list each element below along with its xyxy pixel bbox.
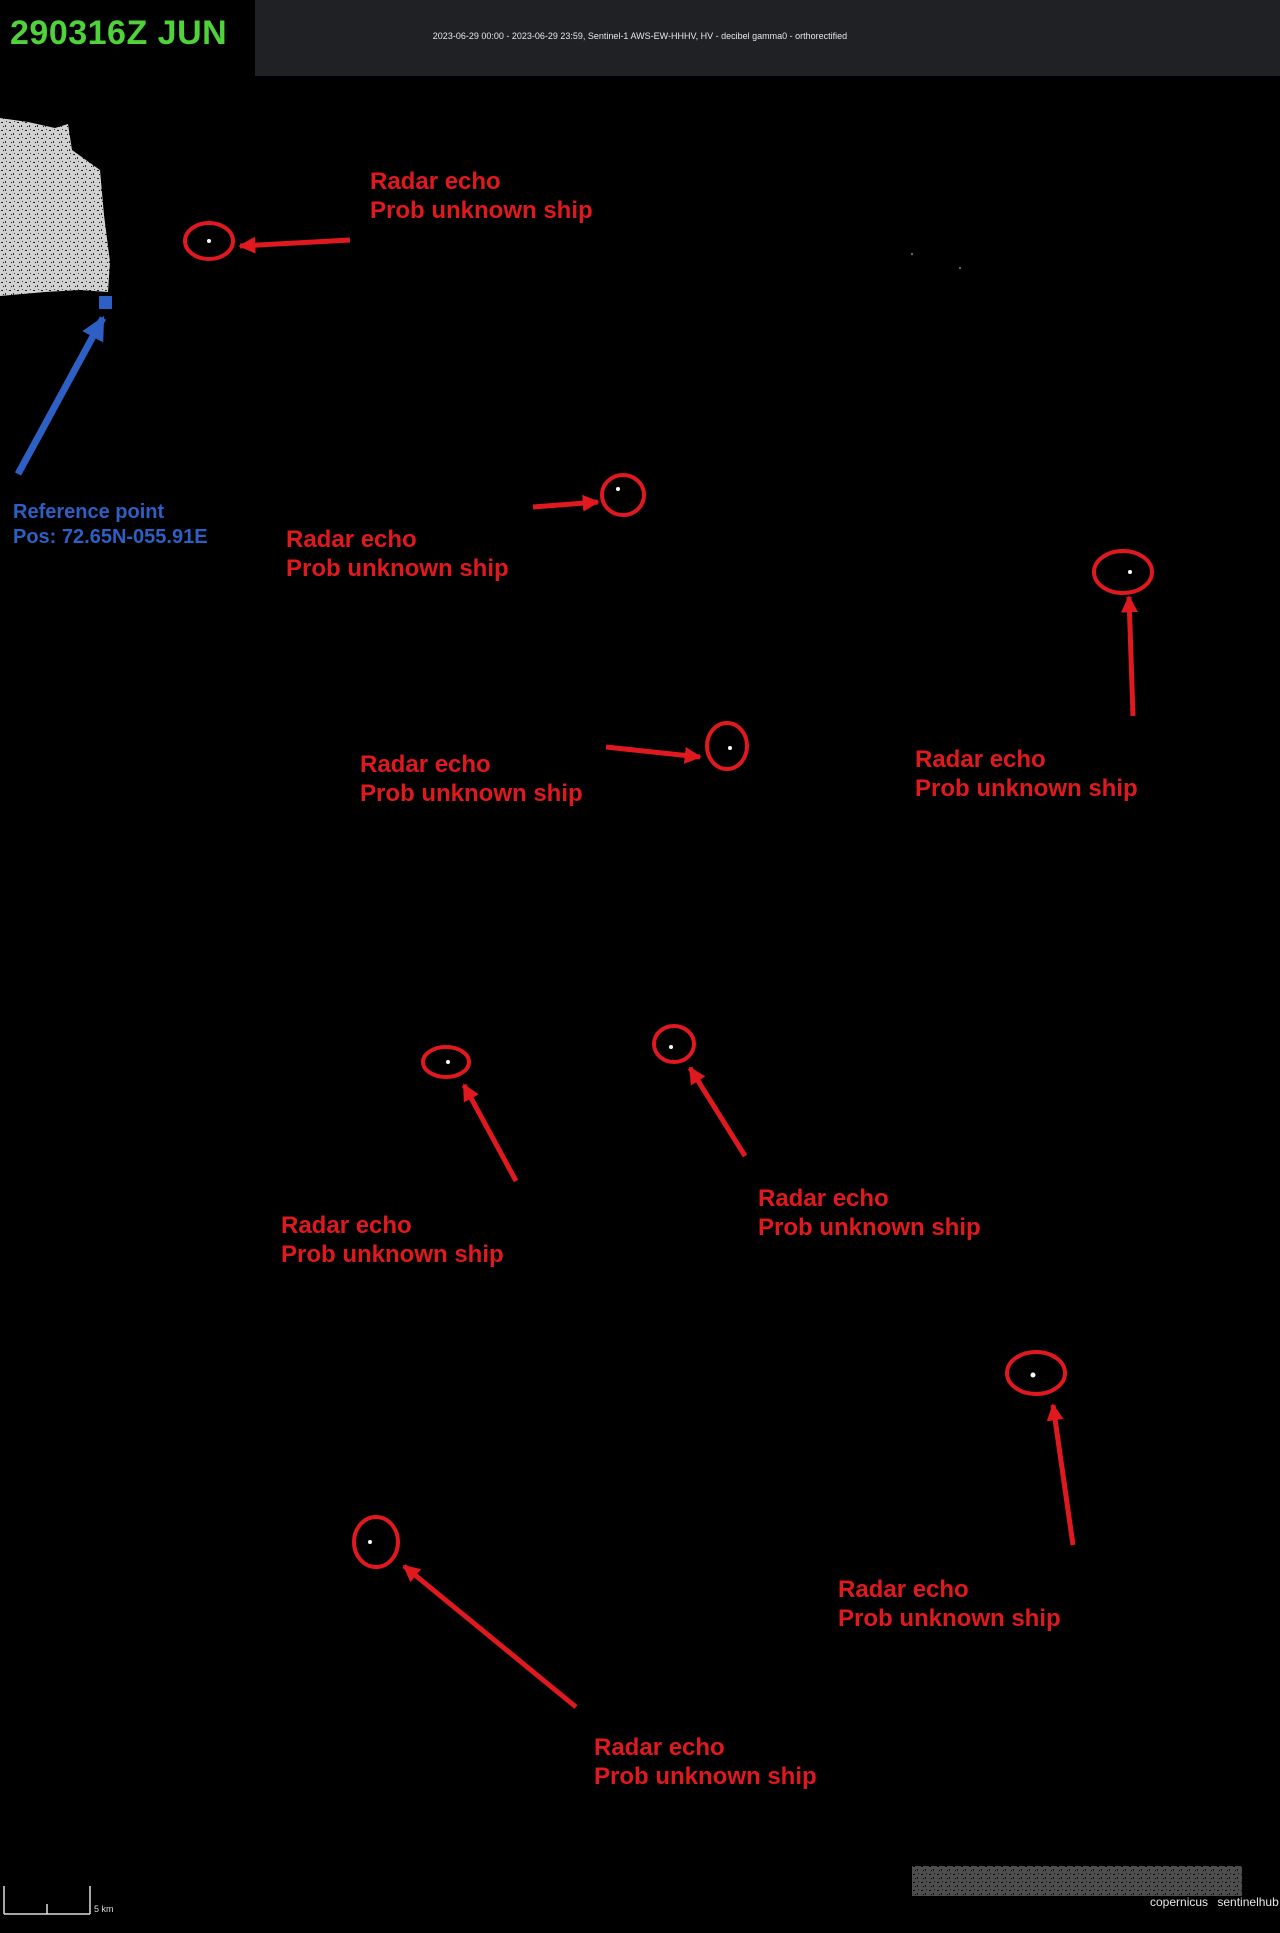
radar-blip [1128, 570, 1132, 574]
reference-arrow [18, 318, 103, 474]
reference-point-marker [99, 296, 112, 309]
contact-label [758, 1184, 981, 1242]
contact-assessment: Prob unknown ship [594, 1763, 817, 1790]
contact-assessment: Prob unknown ship [838, 1605, 1061, 1632]
contact-label [915, 745, 1138, 803]
reference-point-label [13, 500, 208, 550]
contact-label [281, 1211, 504, 1269]
acquisition-info: 2023-06-29 00:00 - 2023-06-29 23:59, Sentinel-1 AWS-EW-HHHV, HV - decibel gamma0 - orthorectified [432, 31, 848, 41]
contact-title: Radar echo [758, 1185, 889, 1212]
radar-blip [616, 487, 620, 491]
contact-arrow [606, 747, 700, 757]
contact-ring [707, 723, 747, 769]
contact-arrow [533, 502, 598, 507]
contact-arrow [1053, 1405, 1073, 1545]
contact-label [838, 1575, 1061, 1633]
contact-arrow [404, 1566, 576, 1707]
contact-label [286, 525, 509, 583]
radar-blip [669, 1045, 673, 1049]
contact-label [370, 167, 593, 225]
contact-ring [654, 1026, 694, 1062]
reference-position: Pos: 72.65N-055.91E [13, 526, 208, 548]
contact-title: Radar echo [360, 751, 491, 778]
edge-noise [912, 1866, 1242, 1896]
contact-ring [602, 475, 644, 515]
copernicus-logo: copernicus [1150, 1895, 1209, 1909]
contact-title: Radar echo [286, 526, 417, 553]
contact-ring [1007, 1352, 1065, 1394]
contact-title: Radar echo [594, 1734, 725, 1761]
contact-title: Radar echo [281, 1212, 412, 1239]
contact-label [360, 750, 583, 808]
contact-assessment: Prob unknown ship [360, 780, 583, 807]
contact-arrow [690, 1068, 745, 1156]
sentinelhub-logo: sentinelhub [1217, 1895, 1279, 1909]
radar-blip [728, 746, 732, 750]
contact-title: Radar echo [370, 168, 501, 195]
provider-logos [1150, 1895, 1279, 1909]
land-return [0, 118, 110, 296]
contact-arrow [1129, 597, 1133, 716]
contact-ring [354, 1517, 398, 1567]
radar-blip [368, 1540, 372, 1544]
contact-arrow [464, 1085, 516, 1181]
radar-blip [1031, 1373, 1036, 1378]
reference-title: Reference point [13, 501, 165, 523]
contact-assessment: Prob unknown ship [286, 555, 509, 582]
contact-arrow [240, 240, 350, 246]
radar-blip [207, 239, 211, 243]
contact-title: Radar echo [838, 1576, 969, 1603]
dtg-title: 290316Z JUN [10, 14, 228, 52]
contact-assessment: Prob unknown ship [281, 1241, 504, 1268]
contact-assessment: Prob unknown ship [370, 197, 593, 224]
scale-bar-label: 5 km [94, 1904, 114, 1914]
radar-blip [446, 1060, 450, 1064]
contact-assessment: Prob unknown ship [758, 1214, 981, 1241]
contact-ring [1094, 551, 1152, 593]
scale-bar [4, 1886, 90, 1914]
contact-title: Radar echo [915, 746, 1046, 773]
contact-assessment: Prob unknown ship [915, 775, 1138, 802]
contact-label [594, 1733, 817, 1791]
